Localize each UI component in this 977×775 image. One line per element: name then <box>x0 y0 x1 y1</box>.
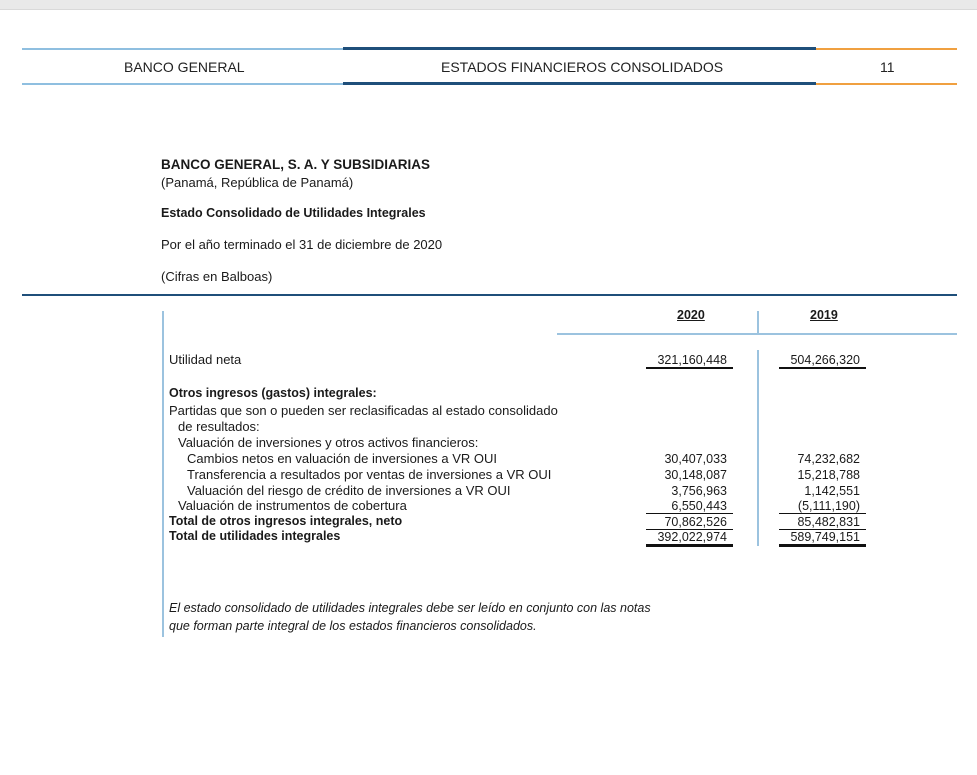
net-income-underline-2019 <box>779 367 866 369</box>
value-hedging-2020: 6,550,443 <box>671 499 727 513</box>
header-bottom-rule-center <box>343 82 816 85</box>
header-rule-right <box>816 48 957 50</box>
column-header-2019: 2019 <box>810 308 838 322</box>
row-label-total-comprehensive: Total de utilidades integrales <box>169 529 341 543</box>
row-label-net-income: Utilidad neta <box>169 352 242 367</box>
reclassification-line-1: Partidas que son o pueden ser reclasificadas al estado consolidado <box>169 403 558 418</box>
value-net-income-2019: 504,266,320 <box>790 353 860 367</box>
statement-period: Por el año terminado el 31 de diciembre de 2020 <box>161 237 443 252</box>
browser-top-bar <box>0 0 977 10</box>
reclassification-line-2: de resultados: <box>178 419 260 434</box>
value-net-changes-2019: 74,232,682 <box>797 452 860 466</box>
footnote-line-2: que forman parte integral de los estados financieros consolidados. <box>169 619 537 633</box>
column-header-rule <box>557 333 957 335</box>
header-bank-name: BANCO GENERAL <box>124 59 245 75</box>
hedging-underline-2019 <box>779 513 866 514</box>
hedging-underline-2020 <box>646 513 733 514</box>
statement-title: Estado Consolidado de Utilidades Integrales <box>161 206 426 220</box>
total-comprehensive-double-rule-2019 <box>779 544 866 547</box>
header-bottom-rule-left <box>22 83 343 85</box>
company-location: (Panamá, República de Panamá) <box>161 175 354 190</box>
header-rule-left <box>22 48 343 50</box>
oci-heading: Otros ingresos (gastos) integrales: <box>169 386 377 400</box>
column-header-separator <box>757 311 759 333</box>
header-document-title: ESTADOS FINANCIEROS CONSOLIDADOS <box>441 59 724 75</box>
value-net-changes-2020: 30,407,033 <box>664 452 727 466</box>
value-hedging-2019: (5,111,190) <box>797 499 860 513</box>
value-total-oci-2019: 85,482,831 <box>797 515 860 529</box>
row-label-transfer: Transferencia a resultados por ventas de inversiones a VR OUI <box>187 467 552 482</box>
total-comprehensive-double-rule-2020 <box>646 544 733 547</box>
value-credit-risk-2020: 3,756,963 <box>671 484 727 498</box>
row-label-total-oci: Total de otros ingresos integrales, neto <box>169 514 403 528</box>
value-total-oci-2020: 70,862,526 <box>664 515 727 529</box>
header-bottom-rule-right <box>816 83 957 85</box>
row-label-hedging: Valuación de instrumentos de cobertura <box>178 498 407 513</box>
value-transfer-2020: 30,148,087 <box>664 468 727 482</box>
row-label-net-changes: Cambios netos en valuación de inversiones a VR OUI <box>187 451 497 466</box>
section-divider <box>22 294 957 296</box>
company-name: BANCO GENERAL, S. A. Y SUBSIDIARIAS <box>161 157 431 172</box>
column-header-2020: 2020 <box>677 308 705 322</box>
value-total-comprehensive-2019: 589,749,151 <box>790 530 860 544</box>
header-rule-center <box>343 47 816 50</box>
valuation-heading: Valuación de inversiones y otros activos financieros: <box>178 435 479 450</box>
value-transfer-2019: 15,218,788 <box>797 468 860 482</box>
net-income-underline-2020 <box>646 367 733 369</box>
table-left-border <box>162 311 164 637</box>
footnote-line-1: El estado consolidado de utilidades integrales debe ser leído en conjunto con las notas <box>169 601 651 615</box>
header-page-number: 11 <box>880 59 895 75</box>
row-label-credit-risk: Valuación del riesgo de crédito de inversiones a VR OUI <box>187 483 511 498</box>
value-credit-risk-2019: 1,142,551 <box>804 484 860 498</box>
value-net-income-2020: 321,160,448 <box>657 353 727 367</box>
currency-note: (Cifras en Balboas) <box>161 269 273 284</box>
value-total-comprehensive-2020: 392,022,974 <box>657 530 727 544</box>
